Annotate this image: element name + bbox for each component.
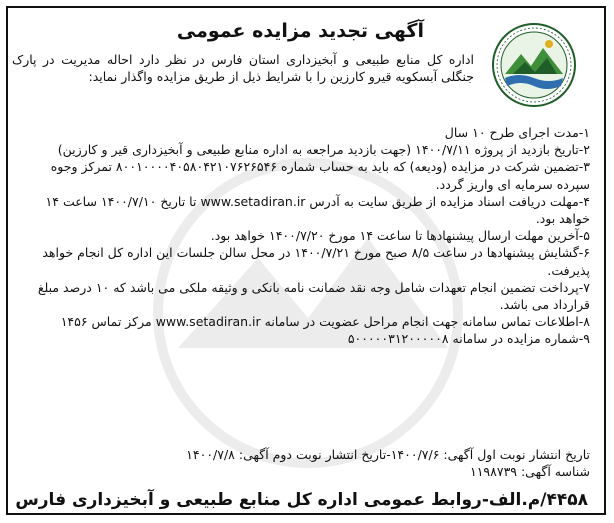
clause-item: ۹-شماره مزایده در سامانه ۵۰۰۰۰۰۳۱۲۰۰۰۰۰۸ <box>347 331 590 347</box>
clause-item: ۱-مدت اجرای طرح ۱۰ سال <box>444 125 590 140</box>
clause-list <box>22 124 590 348</box>
clause-item: ۸-اطلاعات تماس سامانه جهت انجام مراحل عضویت در سامانه www.setadiran.ir مرکز تماس ۱۴۵۶ <box>60 314 590 330</box>
clause-item: ۶-گشایش پیشنهادها در ساعت ۸/۵ صبح مورخ ۱۴۰۰/۷/۲۱ در محل سالن جلسات این اداره کل انجام خواهد پذیرفت. <box>42 245 590 278</box>
clause-item: ۴-مهلت دریافت اسناد مزایده از طریق سایت به آدرس www.setadiran.ir تا تاریخ ۱۴۰۰/۷/۱۰ ساعت ۱۴ خواهد بود. <box>45 193 590 227</box>
ad-intro: اداره کل منابع طبیعی و آبخیزداری استان فارس در نظر دارد احاله مدیریت در پارک جنگلی آبسکویه قیرو کارزین را با شرایط ذیل از طریق مزایده واگذار نماید: <box>12 52 474 84</box>
natural-resources-logo <box>491 22 577 108</box>
publication-dates: تاریخ انتشار نوبت اول آگهی: ۱۴۰۰/۷/۶-تاریخ انتشار نوبت دوم آگهی: ۱۴۰۰/۷/۸ <box>186 447 590 462</box>
ad-signature: ۴۴۵۸/م.الف-روابط عمومی اداره کل منابع طبیعی و آبخیزداری فارس <box>15 490 588 510</box>
clause-item: ۳-تضمین شرکت در مزایده (ودیعه) که باید به حساب شماره ۸۰۰۱۰۰۰۰۴۰۵۸۰۴۲۱۰۷۶۲۶۵۴۶ تمرکز وجوه سپرده سرمایه ای واریز گردد. <box>50 159 590 192</box>
clause-item: ۲-تاریخ بازدید از پروژه ۱۴۰۰/۷/۱۱ (جهت بازدید مراجعه به اداره منابع طبیعی و آبخیزداری قیر و کارزین) <box>57 142 590 158</box>
ad-id: شناسه آگهی: ۱۱۹۸۷۳۹ <box>470 464 590 479</box>
publication-info <box>22 446 590 480</box>
advertisement-frame <box>6 6 606 515</box>
clause-item: ۵-آخرین مهلت ارسال پیشنهادها تا ساعت ۱۴ مورخ ۱۴۰۰/۷/۲۰ خواهد بود. <box>210 228 590 244</box>
ad-title: آگهی تجدید مزایده عمومی <box>176 20 424 42</box>
clause-item: ۷-پرداخت تضمین انجام تعهدات شامل وجه نقد ضمانت نامه بانکی و وثیقه ملکی می باشد که ۱۰ درصد مبلغ قرارداد می باشد. <box>37 279 590 313</box>
